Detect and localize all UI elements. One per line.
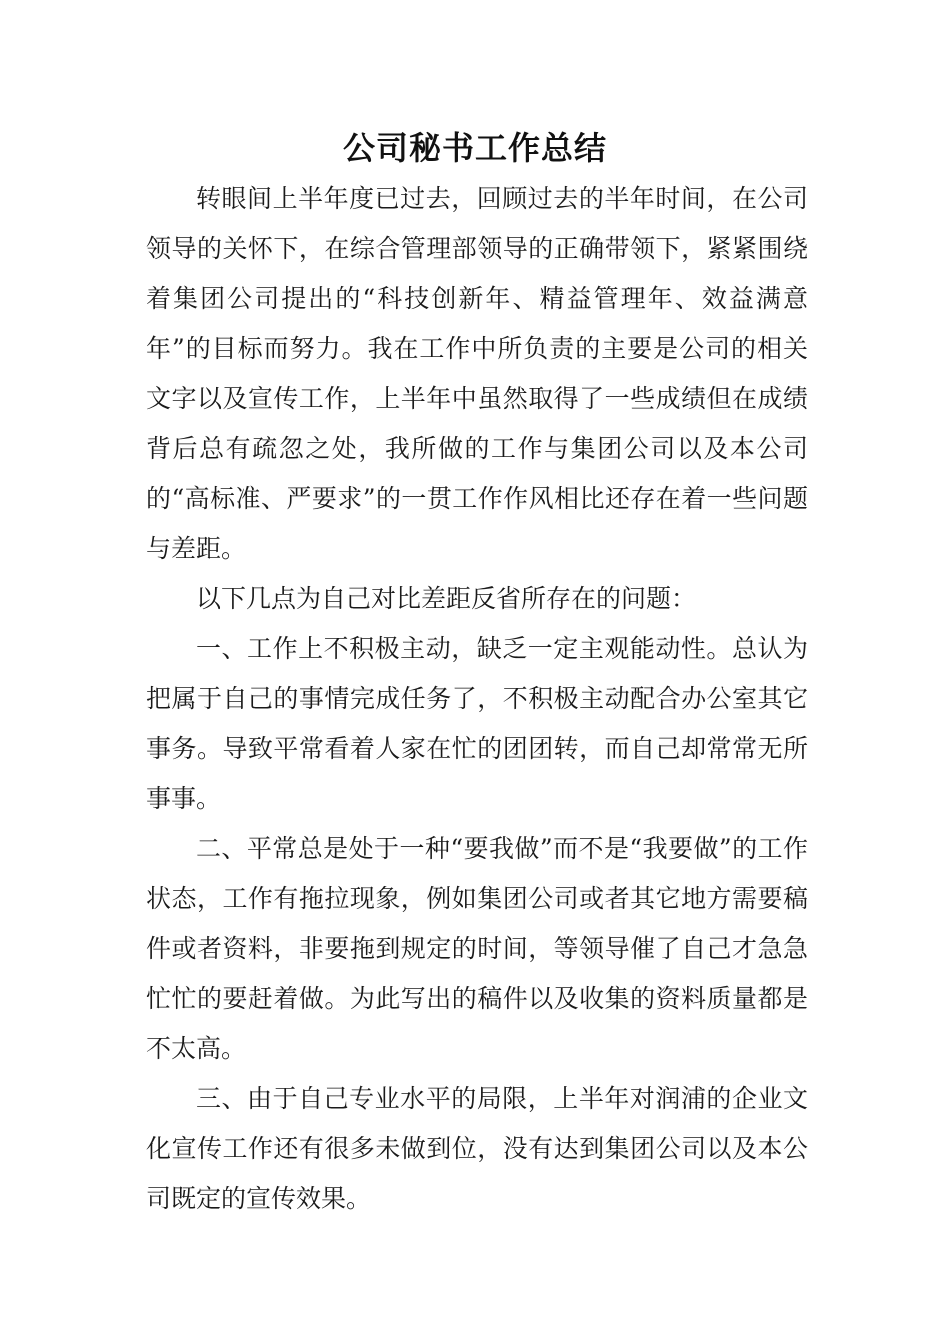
paragraph-point-2: 二、平常总是处于一种“要我做”而不是“我要做”的工作状态，工作有拖拉现象，例如集团公司或者其它地方需要稿件或者资料，非要拖到规定的时间，等领导催了自己才急急忙忙的要赶着做。为此写出的稿件以及收集的资料质量都是不太高。 [146, 834, 808, 1063]
paragraph-intro: 转眼间上半年度已过去，回顾过去的半年时间，在公司领导的关怀下，在综合管理部领导的正确带领下，紧紧围绕着集团公司提出的“科技创新年、精益管理年、效益满意年”的目标而努力。我在工作中所负责的主要是公司的相关文字以及宣传工作，上半年中虽然取得了一些成绩但在成绩背后总有疏忽之处，我所做的工作与集团公司以及本公司的“高标准、严要求”的一贯工作作风相比还存在着一些问题与差距。 [146, 184, 808, 563]
paragraph-point-1: 一、工作上不积极主动，缺乏一定主观能动性。总认为把属于自己的事情完成任务了，不积极主动配合办公室其它事务。导致平常看着人家在忙的团团转，而自己却常常无所事事。 [146, 634, 808, 813]
document-body [146, 174, 808, 1224]
document-title: 公司秘书工作总结 [342, 129, 607, 167]
paragraph-problems-lead: 以下几点为自己对比差距反省所存在的问题： [196, 584, 697, 613]
paragraph-point-3: 三、由于自己专业水平的局限，上半年对润浦的企业文化宣传工作还有很多未做到位，没有达到集团公司以及本公司既定的宣传效果。 [146, 1084, 808, 1213]
